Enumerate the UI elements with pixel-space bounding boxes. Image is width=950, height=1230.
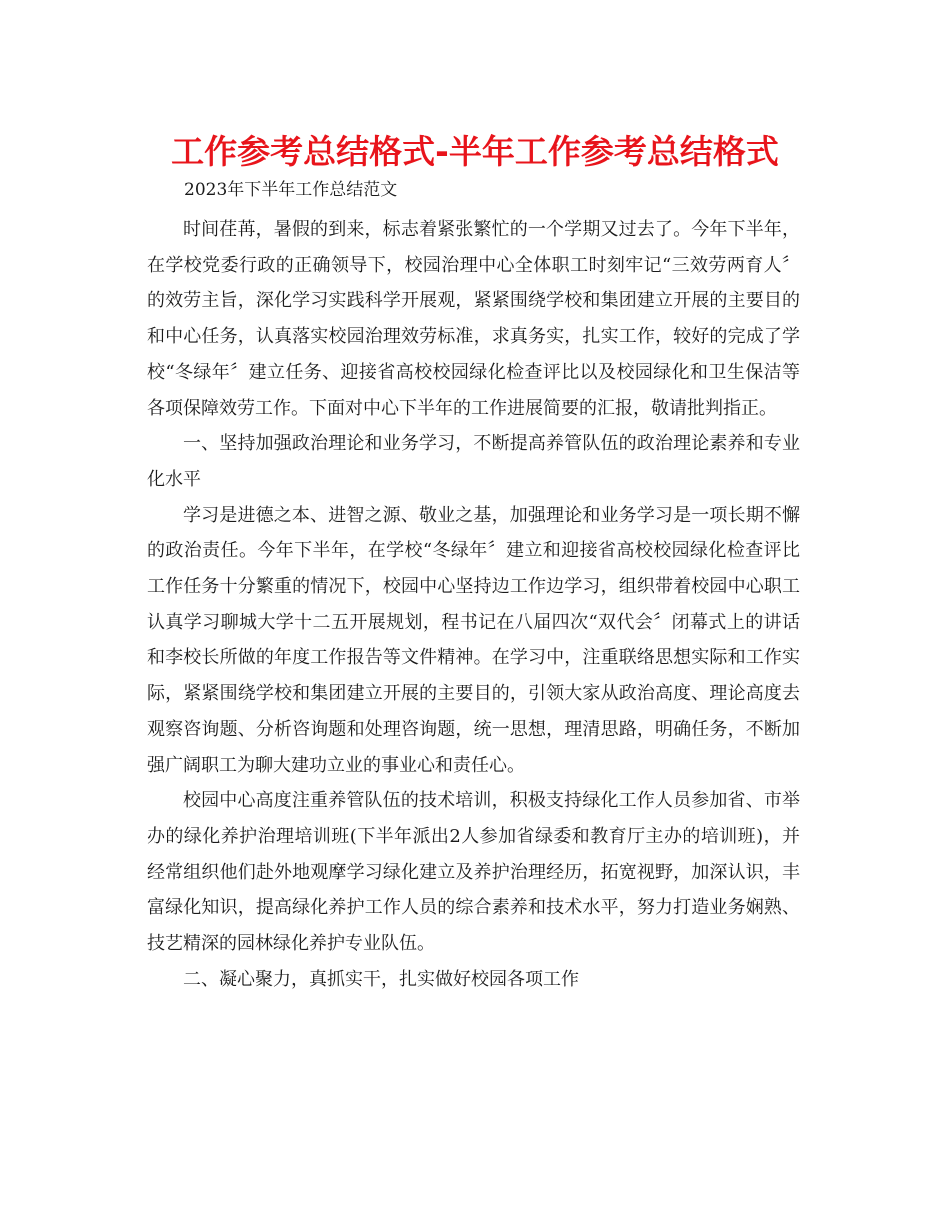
document-title: 工作参考总结格式-半年工作参考总结格式 <box>171 132 779 171</box>
paragraph-intro: 时间荏苒，暑假的到来，标志着紧张繁忙的一个学期又过去了。今年下半年，在学校党委行政的正确领导下，校园治理中心全体职工时刻牢记“三效劳两育人〞的效劳主旨，深化学习实践科学开展观，紧紧围绕学校和集团建立开展的主要目的和中心任务，认真落实校园治理效劳标准，求真务实，扎实工作，较好的完成了学校“冬绿年〞建立任务、迎接省高校校园绿化检查评比以及校园绿化和卫生保洁等各项保障效劳工作。下面对中心下半年的工作进展简要的汇报，敬请批判指正。 <box>147 219 800 419</box>
document-body <box>147 212 800 997</box>
section-heading-2: 二、凝心聚力，真抓实干，扎实做好校园各项工作 <box>183 968 579 990</box>
paragraph-study: 学习是进德之本、进智之源、敬业之基，加强理论和业务学习是一项长期不懈的政治责任。今年下半年，在学校“冬绿年〞建立和迎接省高校校园绿化检查评比工作任务十分繁重的情况下，校园中心坚持边工作边学习，组织带着校园中心职工认真学习聊城大学十二五开展规划，程书记在八届四次“双代会〞闭幕式上的讲话和李校长所做的年度工作报告等文件精神。在学习中，注重联络思想实际和工作实际，紧紧围绕学校和集团建立开展的主要目的，引领大家从政治高度、理论高度去观察咨询题、分析咨询题和处理咨询题，统一思想，理清思路，明确任务，不断加强广阔职工为聊大建功立业的事业心和责任心。 <box>147 504 800 776</box>
section-heading-1: 一、坚持加强政治理论和业务学习，不断提高养管队伍的政治理论素养和专业化水平 <box>147 433 800 490</box>
paragraph-training: 校园中心高度注重养管队伍的技术培训，积极支持绿化工作人员参加省、市举办的绿化养护治理培训班(下半年派出2人参加省绿委和教育厅主办的培训班)，并经常组织他们赴外地观摩学习绿化建立及养护治理经历，拓宽视野，加深认识，丰富绿化知识，提高绿化养护工作人员的综合素养和技术水平，努力打造业务娴熟、技艺精深的园林绿化养护专业队伍。 <box>147 790 800 955</box>
document-subtitle: 2023年下半年工作总结范文 <box>184 180 398 200</box>
